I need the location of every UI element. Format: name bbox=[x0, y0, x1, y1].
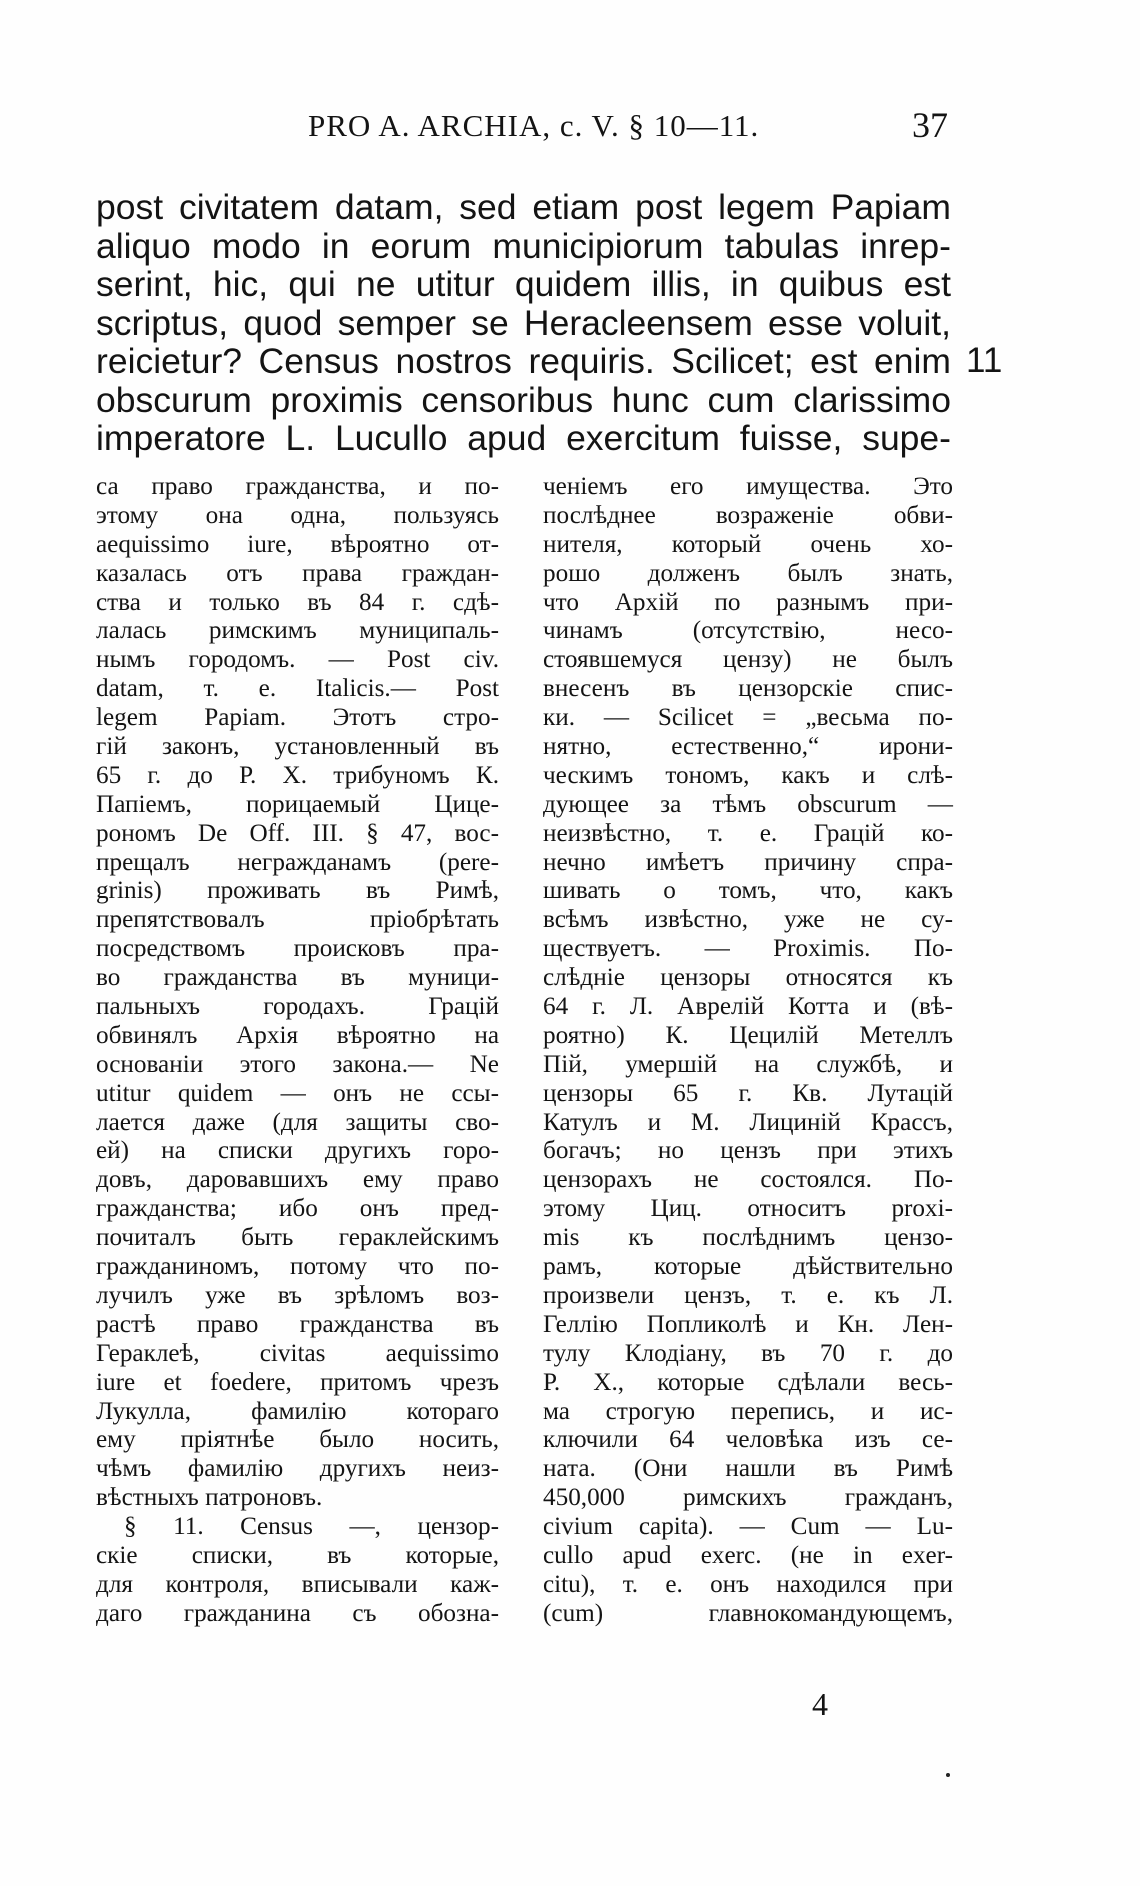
commentary-line: iure et foedere, притомъ чрезъ bbox=[96, 1368, 499, 1396]
commentary-line: Пій, умершій на службѣ, и bbox=[543, 1050, 953, 1078]
latin-line: imperatore L. Lucullo apud exercitum fuisse, supe- bbox=[96, 418, 951, 458]
commentary-line: Р. Х., которые сдѣлали весь- bbox=[543, 1368, 953, 1396]
commentary-line: посредствомъ происковъ пра- bbox=[96, 935, 499, 963]
commentary-line: пальныхъ городахъ. Грацій bbox=[96, 993, 499, 1021]
commentary-line: ческимъ тономъ, какъ и слѣ- bbox=[543, 761, 953, 789]
commentary-line: нечно имѣетъ причину спра- bbox=[543, 848, 953, 876]
commentary-line: ма строгую перепись, и ис- bbox=[543, 1397, 953, 1425]
commentary-line: лалась римскимъ муниципаль- bbox=[96, 617, 499, 645]
commentary-line: civium capita). — Cum — Lu- bbox=[543, 1513, 953, 1541]
latin-line: scriptus, quod semper se Heracleensem esse voluit, bbox=[96, 302, 951, 343]
commentary-line: что Архій по разнымъ при- bbox=[543, 588, 953, 616]
commentary-line: mis къ послѣднимъ цензо- bbox=[543, 1224, 953, 1252]
commentary-line: Геллію Попликолѣ и Кн. Лен- bbox=[543, 1310, 953, 1338]
commentary-line: ему пріятнѣе было носить, bbox=[96, 1426, 499, 1454]
commentary-line: почиталъ быть гераклейскимъ bbox=[96, 1224, 499, 1252]
commentary-line: ей) на списки другихъ горо- bbox=[96, 1137, 499, 1165]
commentary-line: дующее за тѣмъ obscurum — bbox=[543, 790, 953, 818]
running-head: PRO A. ARCHIA, c. V. § 10—11. bbox=[308, 108, 760, 143]
commentary-line: Гераклеѣ, civitas aequissimo bbox=[96, 1339, 499, 1367]
commentary-line: обвинялъ Архія вѣроятно на bbox=[96, 1021, 499, 1049]
commentary-line: препятствовалъ пріобрѣтать bbox=[96, 906, 499, 934]
commentary-line: лучилъ уже въ зрѣломъ воз- bbox=[96, 1281, 499, 1309]
commentary-line: нымъ городомъ. — Post civ. bbox=[96, 646, 499, 674]
page-number: 37 bbox=[912, 105, 948, 145]
commentary-line: основаніи этого закона.— Ne bbox=[96, 1050, 499, 1078]
commentary-line: рономъ De Off. III. § 47, вос- bbox=[96, 819, 499, 847]
commentary-line: этому она одна, пользуясь bbox=[96, 501, 499, 529]
commentary-line: богачъ; но цензъ при этихъ bbox=[543, 1137, 953, 1165]
commentary-line: utitur quidem — онъ не ссы- bbox=[96, 1079, 499, 1107]
commentary-line: legem Papiam. Этотъ стро- bbox=[96, 704, 499, 732]
margin-section-number: 11 bbox=[966, 341, 1003, 380]
commentary-line: гій законъ, установленный въ bbox=[96, 733, 499, 761]
commentary-line: ки. — Scilicet = „весьма по- bbox=[543, 704, 953, 732]
commentary-line: 450,000 римскихъ гражданъ, bbox=[543, 1484, 953, 1512]
commentary-line: неизвѣстно, т. е. Грацій ко- bbox=[543, 819, 953, 847]
commentary-line: Лукулла, фамилію котораго bbox=[96, 1397, 499, 1425]
commentary-line: цензоры 65 г. Кв. Лутацій bbox=[543, 1079, 953, 1107]
commentary-line: са право гражданства, и по- bbox=[96, 473, 499, 500]
commentary-line: скіе списки, въ которые, bbox=[96, 1541, 499, 1569]
commentary-line: цензорахъ не состоялся. По- bbox=[543, 1166, 953, 1194]
commentary-line: 64 г. Л. Аврелій Котта и (вѣ- bbox=[543, 993, 953, 1021]
commentary-line: гражданиномъ, потому что по- bbox=[96, 1253, 499, 1281]
commentary-line: шивать о томъ, что, какъ bbox=[543, 877, 953, 905]
commentary-line: внесенъ въ цензорскіе спис- bbox=[543, 675, 953, 703]
commentary-line: нятно, естественно,“ ирони- bbox=[543, 733, 953, 761]
latin-line: obscurum proximis censoribus hunc cum clarissimo bbox=[96, 379, 951, 420]
commentary-line: даго гражданина съ обозна- bbox=[96, 1599, 499, 1627]
commentary-line: рошо долженъ былъ знать, bbox=[543, 559, 953, 587]
commentary-line: рамъ, которые дѣйствительно bbox=[543, 1253, 953, 1281]
commentary-line: ства и только въ 84 г. сдѣ- bbox=[96, 588, 499, 616]
commentary-line: прещалъ негражданамъ (pere- bbox=[96, 848, 499, 876]
commentary-line: aequissimo iure, вѣроятно от- bbox=[96, 530, 499, 558]
commentary-line: нителя, который очень хо- bbox=[543, 530, 953, 558]
latin-line: reicietur? Census nostros requiris. Scilicet; est enim bbox=[96, 341, 951, 381]
commentary-line: datam, т. е. Italicis.— Post bbox=[96, 675, 499, 703]
commentary-line: растѣ право гражданства въ bbox=[96, 1310, 499, 1338]
commentary-line: тулу Клодіану, въ 70 г. до bbox=[543, 1339, 953, 1367]
commentary-line: этому Циц. относитъ proxi- bbox=[543, 1195, 953, 1223]
latin-line: post civitatem datam, sed etiam post legem Papiam bbox=[96, 187, 951, 227]
signature-mark: 4 bbox=[812, 1686, 828, 1722]
commentary-line: стоявшемуся цензу) не былъ bbox=[543, 646, 953, 674]
commentary-line: ществуетъ. — Proximis. По- bbox=[543, 935, 953, 963]
commentary-line: cullo apud exerc. (не in exer- bbox=[543, 1541, 953, 1569]
commentary-line: казалась отъ права граждан- bbox=[96, 559, 499, 587]
latin-line: aliquo modo in eorum municipiorum tabulas inrep- bbox=[96, 225, 951, 266]
commentary-line: citu), т. е. онъ находился при bbox=[543, 1570, 953, 1598]
latin-text-block bbox=[96, 188, 951, 458]
commentary-right-column bbox=[543, 473, 953, 1629]
commentary-line: § 11. Census —, цензор- bbox=[124, 1513, 499, 1541]
commentary-line: ната. (Они нашли въ Римѣ bbox=[543, 1455, 953, 1483]
printer-dot bbox=[946, 1773, 950, 1777]
commentary-line: довъ, даровавшихъ ему право bbox=[96, 1166, 499, 1194]
commentary-line: слѣдніе цензоры относятся къ bbox=[543, 964, 953, 992]
commentary-line: роятно) К. Цецилій Метеллъ bbox=[543, 1021, 953, 1049]
commentary-line: grinis) проживать въ Римѣ, bbox=[96, 877, 499, 905]
commentary-line: ключили 64 человѣка изъ се- bbox=[543, 1426, 953, 1454]
latin-line: serint, hic, qui ne utitur quidem illis, in quibus est bbox=[96, 264, 951, 304]
commentary-line: вѣстныхъ патроновъ. bbox=[96, 1484, 323, 1512]
commentary-line: 65 г. до Р. Х. трибуномъ К. bbox=[96, 761, 499, 789]
commentary-line: (cum) главнокомандующемъ, bbox=[543, 1599, 953, 1627]
commentary-line: ченіемъ его имущества. Это bbox=[543, 473, 953, 500]
commentary-line: Катулъ и М. Лициній Крассъ, bbox=[543, 1108, 953, 1136]
commentary-line: Папіемъ, порицаемый Цице- bbox=[96, 790, 499, 818]
commentary-line: для контроля, вписывали каж- bbox=[96, 1570, 499, 1598]
commentary-line: чѣмъ фамилію другихъ неиз- bbox=[96, 1455, 499, 1483]
commentary-line: произвели цензъ, т. е. къ Л. bbox=[543, 1281, 953, 1309]
commentary-line: во гражданства въ муници- bbox=[96, 964, 499, 992]
commentary-line: чинамъ (отсутствію, несо- bbox=[543, 617, 953, 645]
commentary-line: лается даже (для защиты сво- bbox=[96, 1108, 499, 1136]
commentary-left-column bbox=[96, 473, 499, 1629]
commentary-line: гражданства; ибо онъ пред- bbox=[96, 1195, 499, 1223]
commentary-line: всѣмъ извѣстно, уже не су- bbox=[543, 906, 953, 934]
commentary-line: послѣднее возраженіе обви- bbox=[543, 501, 953, 529]
